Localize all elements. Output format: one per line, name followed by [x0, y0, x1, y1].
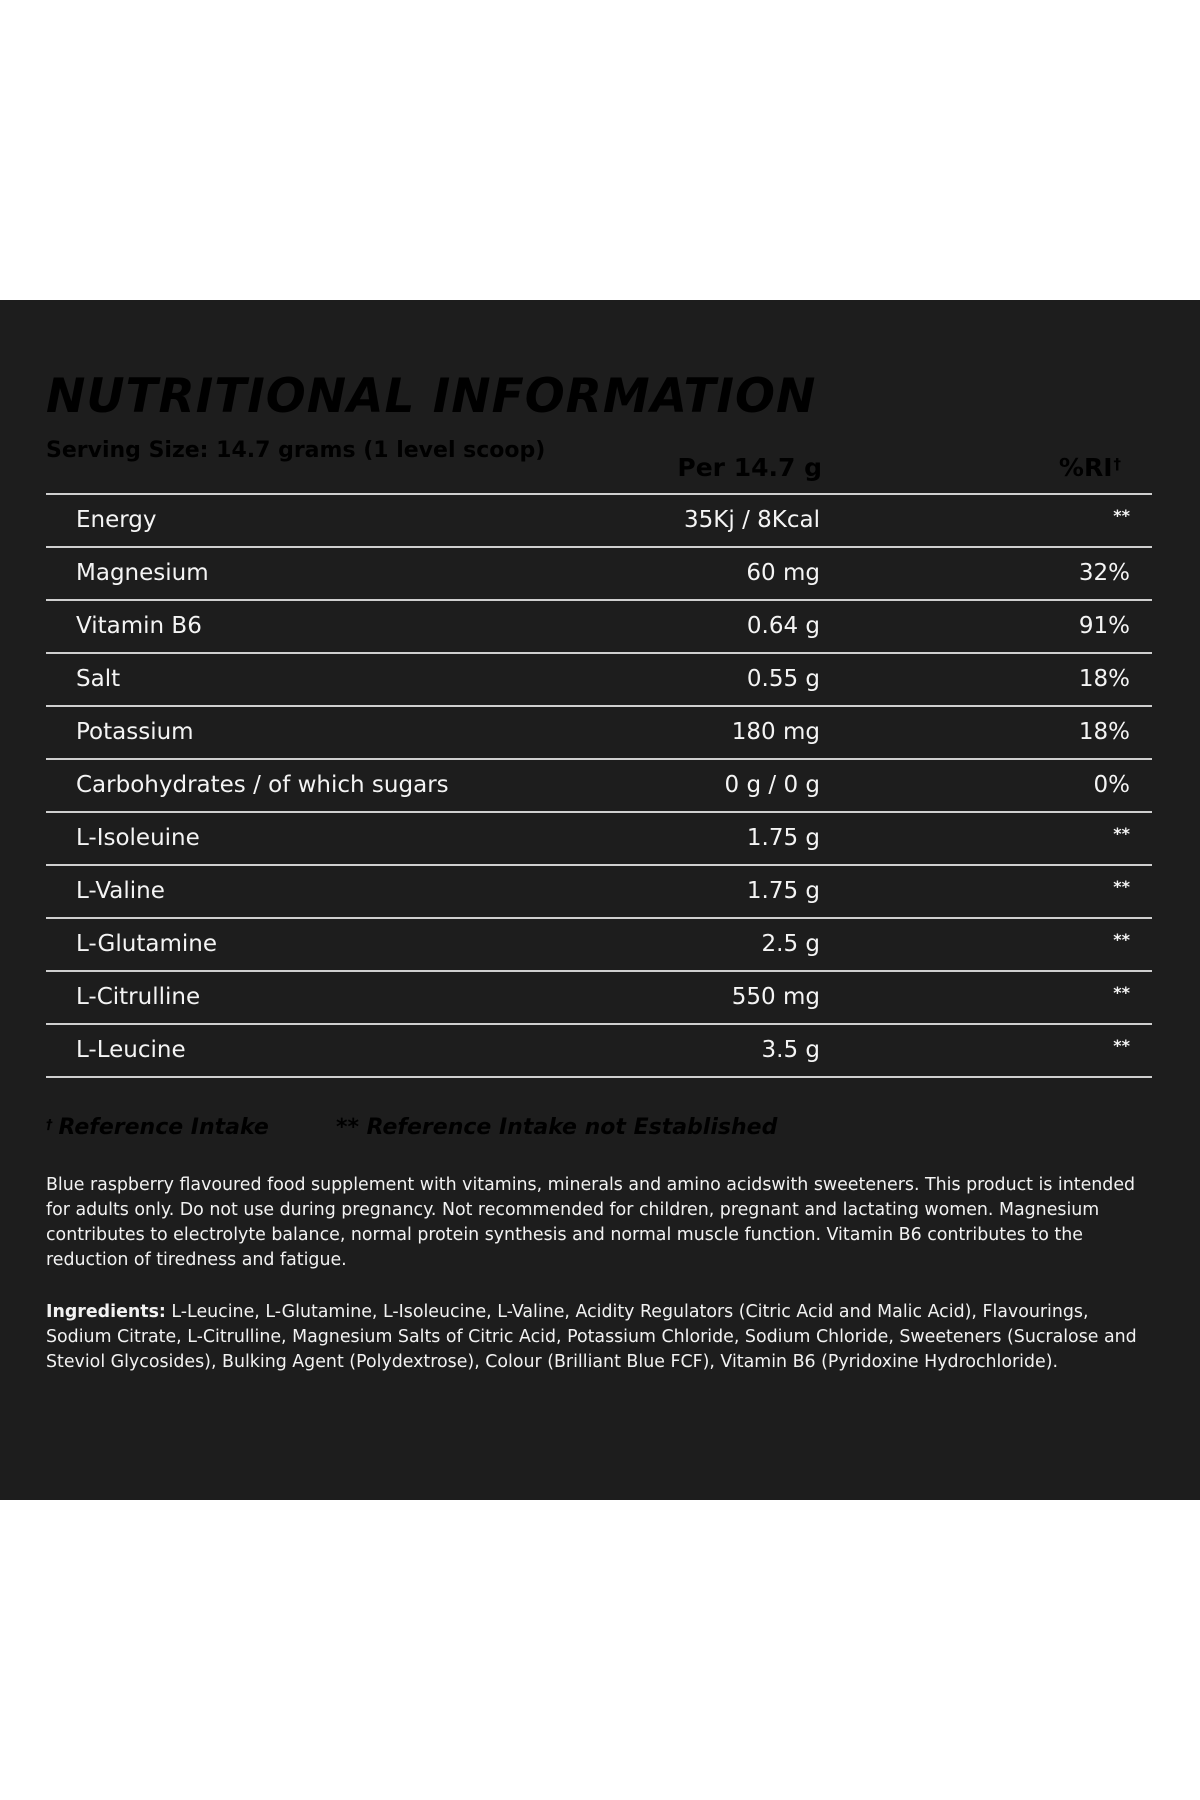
nutrient-ri: ** — [1113, 983, 1130, 1002]
nutrient-amount: 1.75 g — [746, 825, 820, 851]
nutrient-name: Salt — [76, 666, 121, 692]
footnotes — [46, 1112, 1152, 1144]
table-row — [46, 601, 1152, 654]
dagger-mark: † — [1113, 455, 1121, 473]
table-row — [46, 495, 1152, 548]
ingredients-text: L-Leucine, L-Glutamine, L-Isoleucine, L-Valine, Acidity Regulators (Citric Acid and Malic Acid), Flavourings, Sodium Citrate, L-Citrulline, Magnesium Salts of Citric Acid, Potassium Chloride, Sodium Chloride, Sweeteners (Sucralose and Steviol Glycosides), Bulking Agent (Polydextrose), Colour (Brilliant Blue FCF), Vitamin B6 (Pyridoxine Hydrochloride). — [46, 1302, 1137, 1372]
nutrient-name: Carbohydrates / of which sugars — [76, 772, 449, 798]
nutrient-name: Vitamin B6 — [76, 613, 202, 639]
nutrient-amount: 180 mg — [731, 719, 820, 745]
nutrient-ri: 0% — [1093, 772, 1130, 798]
table-row — [46, 707, 1152, 760]
nutrient-amount: 0.64 g — [746, 613, 820, 639]
nutrient-amount: 0.55 g — [746, 666, 820, 692]
table-row — [46, 919, 1152, 972]
nutrient-ri: 91% — [1078, 613, 1130, 639]
nutrient-name: Energy — [76, 507, 157, 533]
nutrient-amount: 550 mg — [731, 984, 820, 1010]
nutrient-ri: 18% — [1078, 666, 1130, 692]
nutrient-name: L-Citrulline — [76, 984, 201, 1010]
nutrient-name: Potassium — [76, 719, 194, 745]
table-row — [46, 972, 1152, 1025]
footnote-dagger: † — [46, 1118, 53, 1133]
footnote-not-established: ** Reference Intake not Established — [336, 1115, 778, 1140]
column-header-ri-label: %RI — [1058, 453, 1113, 482]
table-row — [46, 866, 1152, 919]
ingredients-label: Ingredients: — [46, 1302, 166, 1322]
nutrient-ri: ** — [1113, 930, 1130, 949]
ingredients-paragraph — [46, 1300, 1158, 1375]
nutrient-amount: 60 mg — [746, 560, 820, 586]
footnote-reference-intake-label: Reference Intake — [58, 1115, 269, 1140]
nutrient-amount: 0 g / 0 g — [724, 772, 820, 798]
product-description: Blue raspberry flavoured food supplement with vitamins, minerals and amino acidswith sweeteners. This product is intended for adults only. Do not use during pregnancy. Not recommended for children, pregnant and lactating women. Magnesium contributes to electrolyte balance, normal protein synthesis and normal muscle function. Vitamin B6 contributes to the reduction of tiredness and fatigue. — [46, 1175, 1136, 1270]
nutrient-amount: 3.5 g — [761, 1037, 820, 1063]
column-header-ri — [1059, 451, 1121, 485]
table-row — [46, 1025, 1152, 1078]
column-header-per-serving: Per 14.7 g — [677, 453, 822, 482]
serving-size: Serving Size: 14.7 grams (1 level scoop) — [46, 438, 546, 463]
nutrient-name: Magnesium — [76, 560, 209, 586]
footnote-reference-intake — [46, 1112, 269, 1144]
nutrient-ri: ** — [1113, 1036, 1130, 1055]
nutrient-name: L-Leucine — [76, 1037, 186, 1063]
nutrient-amount: 1.75 g — [746, 878, 820, 904]
page-title: NUTRITIONAL INFORMATION — [46, 369, 817, 424]
nutrient-amount: 35Kj / 8Kcal — [684, 507, 820, 533]
nutrient-name: L-Valine — [76, 878, 165, 904]
table-row — [46, 813, 1152, 866]
nutrient-ri: 18% — [1078, 719, 1130, 745]
nutrient-amount: 2.5 g — [761, 931, 820, 957]
table-row — [46, 760, 1152, 813]
nutrient-name: L-Isoleuine — [76, 825, 200, 851]
nutrient-ri: ** — [1113, 824, 1130, 843]
nutrient-ri: ** — [1113, 877, 1130, 896]
nutrient-name: L-Glutamine — [76, 931, 217, 957]
table-row — [46, 548, 1152, 601]
nutrient-ri: ** — [1113, 506, 1130, 525]
nutrient-ri: 32% — [1078, 560, 1130, 586]
nutrition-table — [46, 493, 1152, 1078]
table-row — [46, 654, 1152, 707]
